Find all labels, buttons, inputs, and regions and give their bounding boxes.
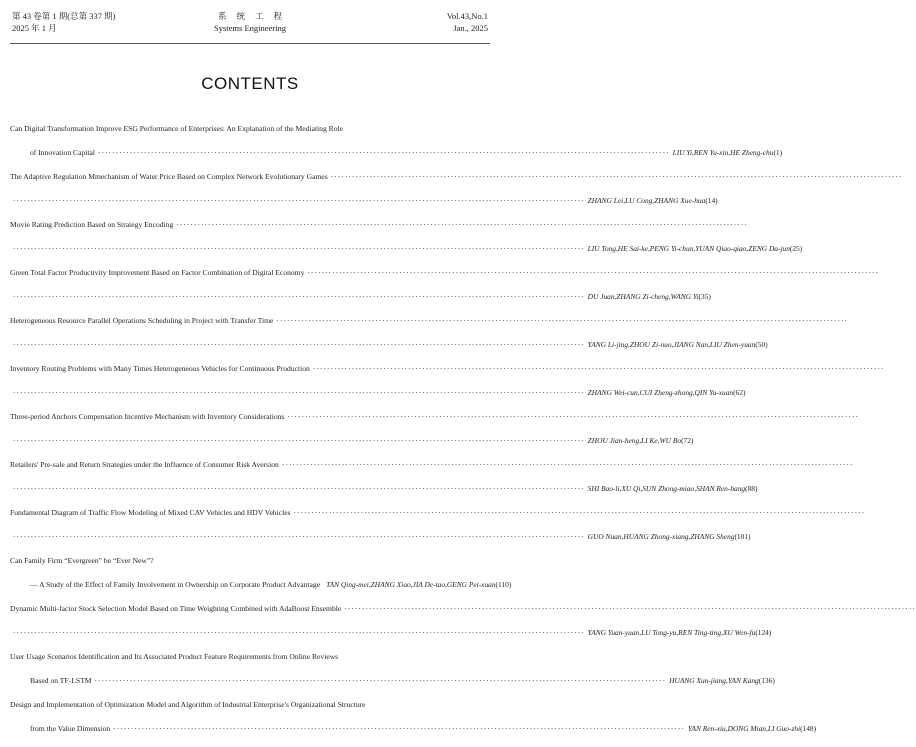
page-header	[0, 6, 500, 38]
leader-dots	[113, 723, 685, 735]
toc-entry-line	[10, 627, 772, 639]
toc-entry-line	[10, 171, 490, 183]
contents-title: CONTENTS	[201, 74, 299, 93]
toc-entry-title: Three-period Anchors Compensation Incentive Mechanism with Inventory Considerations	[10, 412, 285, 421]
toc-entry-line	[10, 267, 490, 279]
toc-entry-title: Fundamental Diagram of Traffic Flow Modeling of Mixed CAV Vehicles and HDV Vehicles	[10, 508, 291, 517]
toc-entry-line	[10, 363, 490, 375]
toc-entry-authors: HUANG Xun-jiang,YAN Kang	[669, 676, 759, 685]
toc-entry-line	[10, 603, 490, 615]
leader-dots	[13, 627, 585, 639]
toc-entry-title: The Adaptive Regulation Mmechanism of Water Price Based on Complex Network Evolutionary Games	[10, 172, 328, 181]
leader-dots	[287, 411, 859, 423]
toc-entry-page: (1)	[773, 148, 783, 157]
leader-dots	[307, 267, 879, 279]
toc-entry-page: (62)	[733, 388, 746, 397]
toc-entry-authors: SHI Bao-li,XU Qi,SUN Zhong-miao,SHAN Ren-bang	[587, 484, 746, 493]
toc-entry-authors: ZHOU Jian-heng,LI Ke,WU Bo	[587, 436, 682, 445]
leader-dots	[313, 363, 885, 375]
toc-entry-page: (88)	[745, 484, 758, 493]
leader-dots	[13, 291, 585, 303]
toc-entry-line	[10, 315, 490, 327]
toc-entry-title: Retailers' Pre-sale and Return Strategies under the Influence of Consumer Risk Aversion	[10, 460, 279, 469]
toc-entry-line	[10, 675, 775, 687]
leader-dots	[282, 459, 854, 471]
toc-entry-authors: YANG Li-jing,ZHOU Zi-nuo,JIANG Nan,LIU Zhen-yuan	[587, 340, 756, 349]
toc-entry-authors: DU Juan,ZHANG Zi-cheng,WANG Yi	[587, 292, 699, 301]
toc-entry-authors: LIU Tong,HE Sai-ke,PENG Yi-chun,YUAN Qiao-qiao,ZENG Da-jun	[587, 244, 790, 253]
toc-entry-line	[10, 147, 783, 159]
toc-entry-title: Can Family Firm “Evergreen” be “Ever New”?	[10, 556, 154, 565]
toc-entry-line	[10, 411, 490, 423]
toc-entry-line	[10, 435, 694, 447]
toc-entry-title: Heterogeneous Resource Parallel Operations Scheduling in Project with Transfer Time	[10, 316, 274, 325]
toc-entry-line	[10, 579, 512, 591]
toc-entry-line	[10, 243, 803, 255]
toc-entry-title: Movie Rating Prediction Based on Strategy Encoding	[10, 220, 174, 229]
toc-entry-line	[10, 651, 490, 663]
toc-entry-page: (72)	[681, 436, 694, 445]
volume-date: Jan., 2025	[453, 23, 488, 33]
leader-dots	[331, 171, 903, 183]
toc-entry-page: (50)	[755, 340, 768, 349]
leader-dots	[13, 243, 585, 255]
journal-name-chinese: 系统工程	[217, 11, 292, 21]
toc-entry-page: (124)	[755, 628, 772, 637]
volume-number: Vol.43,No.1	[446, 11, 488, 21]
journal-name-english: Systems Engineering	[213, 23, 286, 33]
toc-entry-line	[10, 483, 758, 495]
leader-dots	[176, 219, 748, 231]
toc-entry-page: (25)	[789, 244, 803, 253]
leader-dots	[13, 435, 585, 447]
toc-entry-page: (148)	[800, 724, 817, 733]
toc-entry-title: Based on TF-LSTM	[30, 676, 92, 685]
toc-entry-authors: LIU Yi,REN Yu-xin,HE Zheng-chu	[672, 148, 774, 157]
leader-dots	[98, 147, 670, 159]
toc-entry-page: (136)	[758, 676, 775, 685]
leader-dots	[13, 387, 585, 399]
toc-entry-title: Inventory Routing Problems with Many Times Heterogeneous Vehicles for Continuous Production	[10, 364, 310, 373]
leader-dots	[13, 483, 585, 495]
toc-entry-line	[10, 195, 718, 207]
journal-name	[170, 10, 330, 34]
toc-entry-title: Green Total Factor Productivity Improvement Based on Factor Combination of Digital Economy	[10, 268, 305, 277]
toc-entry-line	[10, 291, 711, 303]
toc-entry-page: (110)	[495, 580, 512, 589]
toc-entry-line	[10, 531, 751, 543]
header-divider	[10, 43, 490, 44]
toc-entry-page: (35)	[698, 292, 711, 301]
toc-entry-line	[10, 219, 490, 231]
toc-entry-title: User Usage Scenarios Identification and Its Associated Product Feature Requirements from Online Reviews	[10, 652, 339, 661]
toc-entry-authors: ZHANG Lei,LU Cong,ZHANG Xue-hua	[587, 196, 706, 205]
toc-entry-line	[10, 699, 490, 711]
toc-entry-title: Design and Implementation of Optimization Model and Algorithm of Industrial Enterprise's Organizational Structure	[10, 700, 366, 709]
leader-dots	[344, 603, 916, 615]
issue-volume: 第 43 卷第 1 期(总第 337 期)	[12, 11, 116, 21]
table-of-contents	[10, 123, 817, 747]
toc-entry-page: (101)	[734, 532, 751, 541]
toc-entry-title: — A Study of the Effect of Family Involvement in Ownership on Corporate Product Advantage	[30, 580, 321, 589]
toc-entry-authors: ZHANG Wei-cun,CUI Zheng-zhong,QIN Yu-xuan	[587, 388, 734, 397]
toc-entry-line	[10, 459, 490, 471]
toc-entry-line	[10, 723, 817, 735]
toc-entry-line	[10, 507, 490, 519]
issue-date: 2025 年 1 月	[12, 23, 57, 33]
toc-entry-line	[10, 123, 490, 135]
toc-entry-authors: YANG Yuan-yuan,LU Tong-yu,REN Ting-ting,XU Wen-fu	[587, 628, 756, 637]
toc-entry-line	[10, 387, 746, 399]
leader-dots	[94, 675, 666, 687]
toc-entry-authors: YAN Ren-xiu,DONG Mian,LI Guo-zhi	[687, 724, 801, 733]
toc-entry-title: Can Digital Transformation Improve ESG Performance of Enterprises: An Explanation of the Mediating Role	[10, 124, 344, 133]
volume-info	[447, 10, 488, 34]
leader-dots	[294, 507, 866, 519]
toc-entry-title: Dynamic Multi-factor Stock Selection Model Based on Time Weighting Combined with AdaBoost Ensemble	[10, 604, 342, 613]
leader-dots	[13, 339, 585, 351]
issue-info	[12, 10, 115, 34]
toc-entry-page: (14)	[705, 196, 718, 205]
toc-entry-title: from the Value Dimension	[30, 724, 111, 733]
toc-entry-title: of Innovation Capital	[30, 148, 95, 157]
toc-entry-authors: TAN Qing-mei,ZHANG Xiao,JIA De-tao,GENG Pei-xuan	[326, 580, 496, 589]
leader-dots	[276, 315, 848, 327]
leader-dots	[13, 195, 585, 207]
toc-entry-authors: GUO Nuan,HUANG Zhong-xiang,ZHANG Sheng	[587, 532, 735, 541]
toc-entry-line	[10, 555, 490, 567]
leader-dots	[13, 531, 585, 543]
toc-entry-line	[10, 339, 768, 351]
